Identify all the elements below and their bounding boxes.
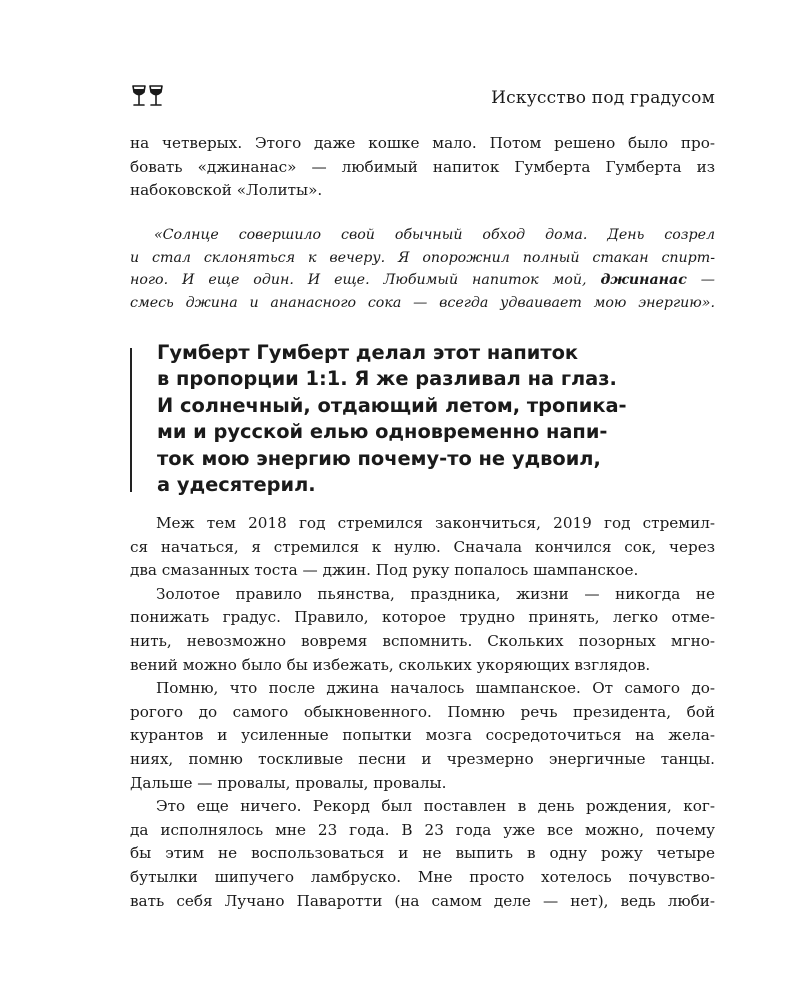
pull-quote-bar xyxy=(130,348,132,492)
text-line: два смазанных тоста — джин. Под руку попалось шампанское. xyxy=(130,561,639,580)
quote-line: смесь джина и ананасного сока — всегда удваивает мою энергию». xyxy=(130,294,715,311)
body-text xyxy=(130,512,715,913)
text-line: Помню, что после джина началось шампанское. От самого до- xyxy=(156,679,715,698)
text-line: бы этим не воспользоваться и не выпить в одну рожу четыре xyxy=(130,844,715,863)
intro-paragraph xyxy=(130,132,715,203)
text-line: Дальше — провалы, провалы, провалы. xyxy=(130,773,447,792)
quote-line: «Солнце совершило свой обычный обход дома. День созрел xyxy=(154,227,715,243)
wine-glasses-icon xyxy=(130,84,170,108)
running-header-title: Искусство под градусом xyxy=(491,88,715,108)
pull-quote-line: Гумберт Гумберт делал этот напиток xyxy=(157,341,579,364)
text-line: ся начаться, я стремился к нулю. Сначала кончился сок, через xyxy=(130,537,715,556)
text-line: нить, невозможно вовремя вспомнить. Скольких позорных мгно- xyxy=(130,631,715,650)
pull-quote-line: ми и русской елью одновременно напи- xyxy=(157,420,608,444)
quote-emphasis: джинанас xyxy=(600,272,687,288)
text-line: да исполнялось мне 23 года. В 23 года уже все можно, почему xyxy=(130,820,715,839)
quote-line: и стал склоняться к вечеру. Я опорожнил полный стакан спирт- xyxy=(130,249,715,266)
pull-quote xyxy=(130,340,715,497)
text-line: Это еще ничего. Рекорд был поставлен в день рождения, ког- xyxy=(156,797,715,816)
text-line: Меж тем 2018 год стремился закончиться, 2019 год стремил- xyxy=(156,514,715,532)
quote-line-text: ного. И еще один. И еще. Любимый напиток мой, xyxy=(130,272,587,288)
epigraph-quote xyxy=(130,224,715,314)
pull-quote-line: в пропорции 1:1. Я же разливал на глаз. xyxy=(157,367,617,391)
running-header xyxy=(130,84,715,114)
text-line: бовать «джинанас» — любимый напиток Гумберта Гумберта из xyxy=(130,157,715,176)
text-line: понижать градус. Правило, которое трудно принять, легко отме- xyxy=(130,608,715,627)
quote-line-with-emphasis xyxy=(130,269,715,292)
text-line: рогого до самого обыкновенного. Помню речь президента, бой xyxy=(130,702,715,721)
text-line: вений можно было бы избежать, скольких укоряющих взглядов. xyxy=(130,655,651,674)
text-line: на четверых. Этого даже кошке мало. Потом решено было про- xyxy=(130,134,715,152)
text-line: набоковской «Лолиты». xyxy=(130,181,323,200)
text-line: курантов и усиленные попытки мозга сосредоточиться на жела- xyxy=(130,726,715,745)
text-line: бутылки шипучего ламбруско. Мне просто хотелось почувство- xyxy=(130,867,715,886)
text-line: вать себя Лучано Паваротти (на самом деле — нет), ведь люби- xyxy=(130,891,715,910)
pull-quote-line: И солнечный, отдающий летом, тропика- xyxy=(157,393,627,417)
quote-line-tail: — xyxy=(686,272,715,288)
pull-quote-line: ток мою энергию почему-то не удвоил, xyxy=(157,446,601,470)
text-line: Золотое правило пьянства, праздника, жизни — никогда не xyxy=(156,584,715,603)
text-line: ниях, помню тоскливые песни и чрезмерно энергичные танцы. xyxy=(130,749,715,768)
pull-quote-line: а удесятерил. xyxy=(157,473,316,497)
pull-quote-text xyxy=(157,340,627,498)
